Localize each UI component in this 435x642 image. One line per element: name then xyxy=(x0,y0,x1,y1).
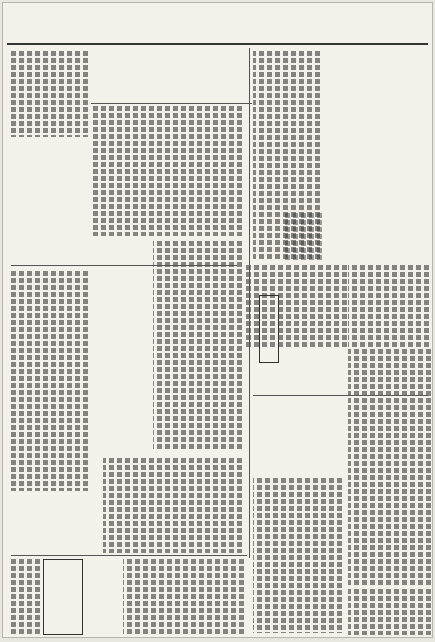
war-top-rule xyxy=(253,395,428,396)
column-divider xyxy=(249,48,250,558)
right-lower-body xyxy=(348,349,432,585)
etiquette-body-3 xyxy=(103,458,243,553)
newspaper-page xyxy=(2,2,433,638)
etiquette-body-2 xyxy=(11,271,89,491)
masthead xyxy=(9,8,426,45)
issue-date xyxy=(270,20,420,32)
gis-article-body-2 xyxy=(348,265,430,347)
left-mid-rule xyxy=(11,265,237,266)
right-bottom-body xyxy=(348,589,432,635)
mailbox-rule xyxy=(91,103,252,104)
mailbox-body xyxy=(93,106,243,236)
etiquette-body-1 xyxy=(153,241,243,451)
war-body xyxy=(253,478,343,633)
bottom-left-rule xyxy=(11,555,247,556)
notice-body-left xyxy=(11,559,41,635)
source-box xyxy=(259,295,279,363)
left-top-body xyxy=(11,51,89,137)
masthead-rule xyxy=(7,43,428,45)
notice-box xyxy=(43,559,83,635)
gis-caption-block xyxy=(285,213,323,261)
notice-body-right xyxy=(123,559,245,635)
